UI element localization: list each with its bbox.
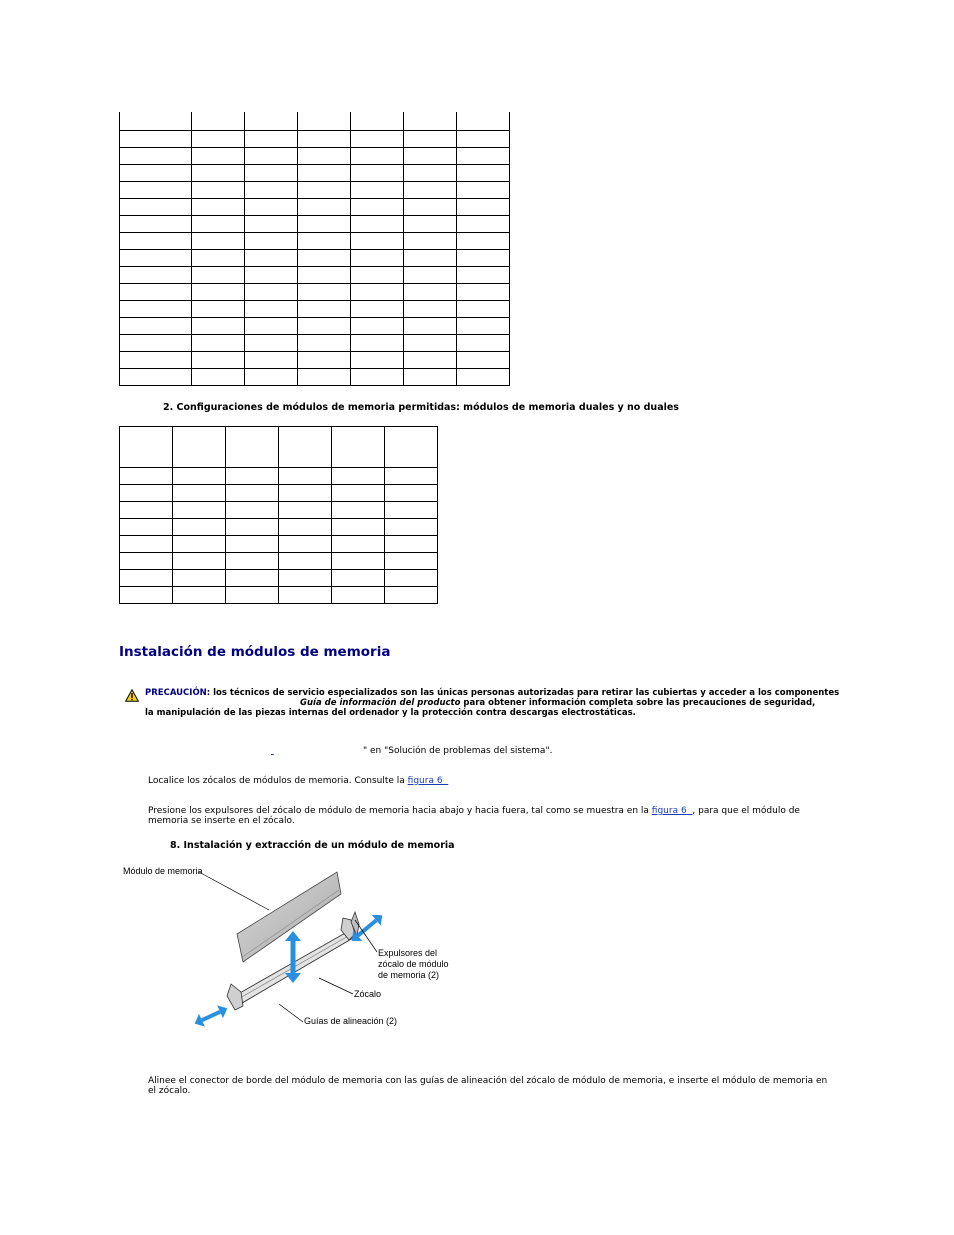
table-cell [385,519,438,536]
table-cell [120,536,173,553]
table-cell [332,587,385,604]
table-cell [120,427,173,468]
caution-label: PRECAUCIÓN: [145,688,211,698]
table-cell [298,335,351,352]
table-cell [351,233,404,250]
table-row [120,536,438,553]
table-cell [192,369,245,386]
table-cell [173,587,226,604]
table-cell [173,570,226,587]
label-ejectors-1: Expulsores del [378,948,438,958]
table-cell [332,553,385,570]
table-cell [192,352,245,369]
table-cell [226,587,279,604]
table-cell [173,519,226,536]
table-cell [298,250,351,267]
table-cell [404,112,457,131]
figure-6-link-space[interactable] [443,776,449,786]
table-cell [457,182,510,199]
table-cell [120,148,192,165]
table-row [120,216,510,233]
table-cell [457,250,510,267]
table-cell [404,352,457,369]
table-cell [226,502,279,519]
table-cell [120,485,173,502]
table-cell [385,485,438,502]
figure-6-link-2[interactable]: figura 6 [651,806,687,816]
table-cell [120,502,173,519]
table-cell [226,570,279,587]
table-cell [120,233,192,250]
table-cell [457,148,510,165]
section-heading: Instalación de módulos de memoria [119,644,391,660]
table-cell [120,112,192,131]
table-cell [351,131,404,148]
table-cell [351,250,404,267]
table-cell [120,519,173,536]
table-cell [120,570,173,587]
table-cell [192,233,245,250]
table-cell [351,369,404,386]
table-cell [120,199,192,216]
table-cell [279,519,332,536]
table-cell [192,131,245,148]
table-cell [120,587,173,604]
table-cell [404,165,457,182]
table-row [120,352,510,369]
table-cell [298,148,351,165]
table-cell [351,335,404,352]
table-cell [120,301,192,318]
table-cell [173,427,226,468]
step-3-text [148,806,828,826]
table-row [120,301,510,318]
table-cell [279,536,332,553]
table-cell [298,284,351,301]
table-cell [457,284,510,301]
table-cell [332,536,385,553]
table-cell [279,587,332,604]
table-cell [351,216,404,233]
table-cell [351,182,404,199]
table-row [120,112,510,131]
table-row [120,468,438,485]
table-cell [404,301,457,318]
table-row [120,284,510,301]
table-cell [192,112,245,131]
table-cell [279,502,332,519]
table-cell [457,352,510,369]
table-cell [351,199,404,216]
table-row [120,519,438,536]
caution-line-3: la manipulación de las piezas internas del ordenador y la protección contra descargas electrostáticas. [145,708,636,718]
table-cell [457,301,510,318]
table-cell [173,502,226,519]
caution-line-2 [300,698,815,708]
table-cell [385,536,438,553]
table-cell [457,131,510,148]
step-2-text [148,776,448,786]
table-row [120,427,438,468]
table-cell [298,318,351,335]
table-cell [279,570,332,587]
table-cell [245,267,298,284]
table-cell [404,131,457,148]
table-cell [332,427,385,468]
table-cell [351,352,404,369]
table-cell [298,112,351,131]
table-cell [173,468,226,485]
table-cell [404,182,457,199]
table-cell [385,427,438,468]
table-cell [351,165,404,182]
table-cell [120,468,173,485]
table-cell [385,570,438,587]
figure-8-caption: 8. Instalación y extracción de un módulo de memoria [170,840,455,851]
step-3-tail: , para que el módulo de memoria se inserte en el zócalo. [148,806,800,826]
table-cell [226,553,279,570]
table-cell [120,216,192,233]
table-cell [385,587,438,604]
table-cell [298,165,351,182]
caution-guide-title: Guía de información del producto [300,698,461,708]
table-cell [298,199,351,216]
label-ejectors-3: de memoria (2) [378,970,440,980]
table-cell [298,131,351,148]
table-cell [192,318,245,335]
table-row [120,335,510,352]
table-cell [332,519,385,536]
table-cell [457,199,510,216]
table-row [120,553,438,570]
step-1-text [271,746,552,756]
table-cell [332,570,385,587]
step-3-body: Presione los expulsores del zócalo de módulo de memoria hacia abajo y hacia fuera, tal como se muestra en la [148,806,652,816]
label-socket: Zócalo [354,989,382,999]
table-cell [120,352,192,369]
table-cell [404,199,457,216]
table-cell [404,216,457,233]
table-cell [173,485,226,502]
table-row [120,182,510,199]
table-cell [245,112,298,131]
table-cell [226,485,279,502]
figure-6-link[interactable]: figura 6 [407,776,443,786]
table-cell [385,553,438,570]
table-cell [332,502,385,519]
table-row [120,250,510,267]
table-cell [245,318,298,335]
table-row [120,318,510,335]
table-row [120,502,438,519]
table-cell [192,148,245,165]
table-cell [245,199,298,216]
table-cell [245,284,298,301]
table-cell [192,182,245,199]
table-cell [120,250,192,267]
table-cell [245,233,298,250]
table-cell [457,112,510,131]
table-cell [404,284,457,301]
caution-text-2: para obtener información completa sobre las precauciones de seguridad, [460,698,816,708]
table-cell [120,267,192,284]
table-2-caption: 2. Configuraciones de módulos de memoria permitidas: módulos de memoria duales y no duales [163,402,679,413]
table-cell [351,284,404,301]
table-row [120,233,510,250]
table-cell [457,335,510,352]
table-memory-config-continued [119,112,510,386]
table-cell [298,301,351,318]
table-cell [226,536,279,553]
table-cell [120,284,192,301]
label-ejectors-2: zócalo de módulo [378,959,449,969]
table-cell [457,318,510,335]
table-cell [173,536,226,553]
table-cell [192,335,245,352]
table-cell [120,369,192,386]
table-cell [226,519,279,536]
table-cell [351,267,404,284]
table-cell [120,318,192,335]
table-cell [245,165,298,182]
table-cell [120,165,192,182]
table-cell [298,182,351,199]
step-4-text: Alinee el conector de borde del módulo de memoria con las guías de alineación del zócalo de módulo de memoria, e inserte el módulo de memoria en el zócalo. [148,1076,828,1096]
table-cell [404,267,457,284]
table-cell [245,131,298,148]
table-cell [385,468,438,485]
table-cell [245,250,298,267]
table-row [120,570,438,587]
caution-line-1 [145,688,839,698]
table-cell [279,427,332,468]
table-cell [192,301,245,318]
table-cell [192,284,245,301]
table-cell [226,427,279,468]
table-cell [245,335,298,352]
caution-text-1: los técnicos de servicio especializados son las únicas personas autorizadas para retirar las cubiertas y acceder a los componentes [210,688,840,698]
table-cell [404,318,457,335]
table-cell [279,485,332,502]
table-cell [298,233,351,250]
table-cell [192,199,245,216]
table-cell [120,335,192,352]
table-cell [404,369,457,386]
table-row [120,131,510,148]
step-1-link[interactable] [271,746,363,756]
table-cell [332,485,385,502]
table-row [120,485,438,502]
step-2-body: Localice los zócalos de módulos de memoria. Consulte la [148,776,408,786]
table-cell [298,369,351,386]
table-row [120,267,510,284]
table-cell [351,112,404,131]
table-cell [245,148,298,165]
table-cell [226,468,279,485]
table-cell [332,468,385,485]
table-cell [279,553,332,570]
table-cell [245,301,298,318]
table-row [120,165,510,182]
table-cell [298,216,351,233]
table-cell [457,165,510,182]
table-cell [404,250,457,267]
table-row [120,148,510,165]
table-row [120,199,510,216]
table-cell [245,352,298,369]
table-cell [192,216,245,233]
warning-icon [125,687,139,706]
table-cell [192,165,245,182]
table-row [120,369,510,386]
table-cell [173,553,226,570]
table-cell [404,335,457,352]
table-cell [385,502,438,519]
table-cell [298,352,351,369]
table-cell [298,267,351,284]
table-cell [457,267,510,284]
table-cell [245,369,298,386]
table-cell [457,233,510,250]
table-cell [279,468,332,485]
table-row [120,587,438,604]
table-cell [457,216,510,233]
table-memory-dual-config [119,426,438,604]
table-cell [351,318,404,335]
table-cell [404,148,457,165]
table-cell [192,250,245,267]
step-1-tail: " en "Solución de problemas del sistema". [363,746,553,756]
table-cell [245,216,298,233]
label-memory-module: Módulo de memoria [123,866,203,876]
table-cell [404,233,457,250]
label-alignment-guides: Guías de alineación (2) [304,1016,398,1026]
table-cell [457,369,510,386]
table-cell [351,148,404,165]
table-cell [192,267,245,284]
table-cell [120,182,192,199]
table-cell [245,182,298,199]
table-cell [120,131,192,148]
table-cell [351,301,404,318]
table-cell [120,553,173,570]
